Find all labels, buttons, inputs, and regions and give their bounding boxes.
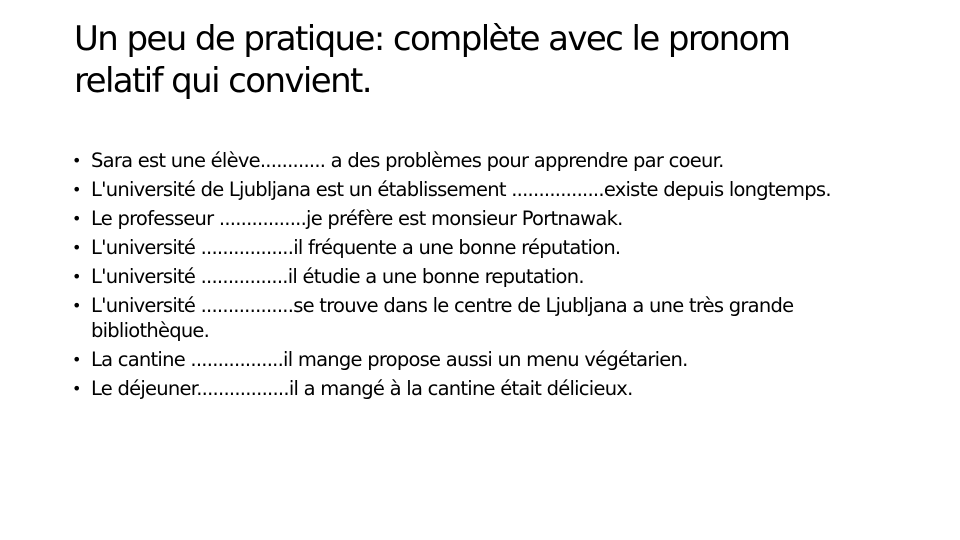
exercise-list bbox=[72, 146, 862, 403]
slide-title bbox=[74, 18, 904, 102]
list-item-text: L'université .................il fréquente a une bonne réputation. bbox=[91, 236, 621, 259]
bullet-icon: • bbox=[72, 296, 81, 315]
bullet-icon: • bbox=[72, 379, 81, 398]
list-item bbox=[72, 204, 862, 233]
list-item bbox=[72, 146, 862, 175]
list-item-text: L'université ................il étudie a une bonne reputation. bbox=[91, 265, 584, 288]
bullet-icon: • bbox=[72, 209, 81, 228]
list-item bbox=[72, 233, 862, 262]
title-line-2: relatif qui convient. bbox=[74, 61, 371, 101]
list-item-text: Le déjeuner.................il a mangé à la cantine était délicieux. bbox=[91, 377, 633, 400]
list-item-text: Le professeur ................je préfère est monsieur Portnawak. bbox=[91, 207, 623, 230]
bullet-icon: • bbox=[72, 238, 81, 257]
title-line-1: Un peu de pratique: complète avec le pronom bbox=[74, 19, 790, 59]
list-item-text: La cantine .................il mange propose aussi un menu végétarien. bbox=[91, 348, 688, 371]
list-item-text: Sara est une élève............ a des problèmes pour apprendre par coeur. bbox=[91, 149, 724, 172]
list-item bbox=[72, 374, 862, 403]
list-item-text: L'université de Ljubljana est un établissement .................existe depuis longtemps. bbox=[91, 178, 831, 201]
list-item bbox=[72, 291, 862, 345]
bullet-icon: • bbox=[72, 180, 81, 199]
list-item bbox=[72, 345, 862, 374]
list-item-text: L'université .................se trouve dans le centre de Ljubljana a une très grande bibliothèque. bbox=[91, 294, 794, 342]
list-item bbox=[72, 175, 862, 204]
bullet-icon: • bbox=[72, 151, 81, 170]
list-item bbox=[72, 262, 862, 291]
bullet-icon: • bbox=[72, 267, 81, 286]
bullet-icon: • bbox=[72, 350, 81, 369]
